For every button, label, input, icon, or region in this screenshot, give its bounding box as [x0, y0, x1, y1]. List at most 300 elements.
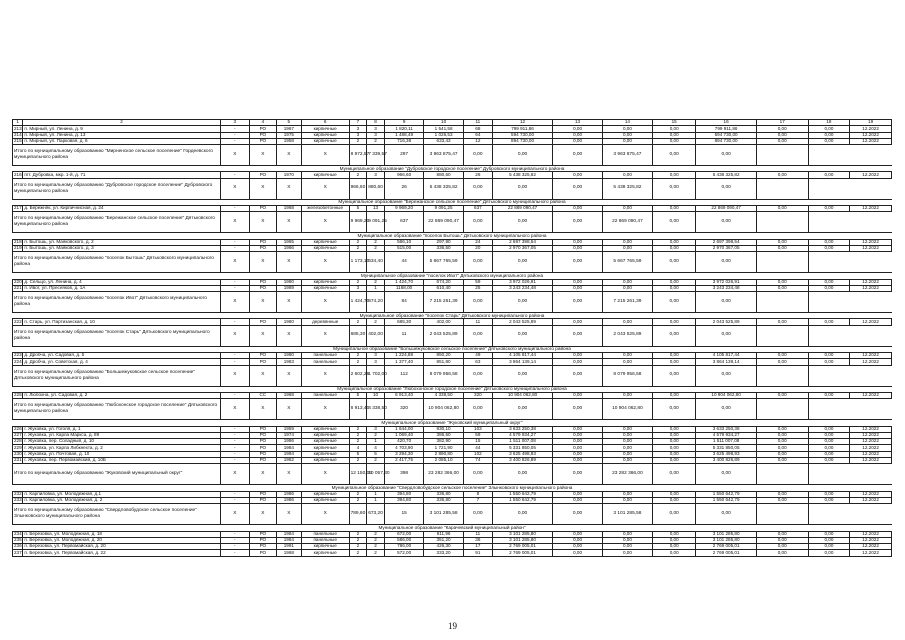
table-cell: 0,00 [756, 206, 808, 212]
table-cell: 0,00 [808, 206, 850, 212]
table-cell: 0,00 [553, 245, 603, 251]
table-cell: 0,00 [553, 531, 603, 537]
table-cell: кирпичные [301, 445, 349, 451]
table-cell: 11 [463, 120, 492, 126]
table-cell: 5 667 765,59 [424, 252, 463, 273]
table-cell: 2 [349, 544, 367, 550]
subtotal-row [13, 365, 892, 386]
table-cell: кирпичные [301, 132, 349, 138]
table-cell: 297,90 [424, 239, 463, 245]
table-cell: 0,00 [603, 497, 653, 503]
table-cell: 0,00 [652, 458, 696, 464]
table-cell: 2 [349, 439, 367, 445]
table-cell: Муниципальное образование "Большежуковское сельское поселение" Дятьковского муниципального района [13, 346, 892, 352]
table-cell: - [220, 445, 249, 451]
table-cell: 0,00 [603, 439, 653, 445]
table-cell: 102 [463, 451, 492, 457]
table-cell: 0,00 [553, 239, 603, 245]
table-cell: 594 730,00 [696, 132, 756, 138]
table-cell: РО [249, 531, 276, 537]
subtotal-row [13, 212, 892, 233]
table-cell: пгт. Дубровка, мкр. 1-й, д. 71 [23, 172, 220, 178]
table-cell: - [220, 206, 249, 212]
table-cell: кирпичные [301, 138, 349, 144]
subtotal-row [13, 145, 892, 166]
table-cell: 0,00 [463, 145, 492, 166]
table-cell: 0,00 [756, 544, 808, 550]
table-cell: г. Жуковка, ул. Гоголя, д. 1 [23, 426, 220, 432]
table-cell: 0,00 [553, 464, 603, 485]
housing-repair-table [12, 119, 892, 557]
table-cell: 3 294,30 [384, 451, 423, 457]
table-cell: 1 644,00 [384, 426, 423, 432]
table-cell: 0,00 [492, 252, 552, 273]
table-cell: 2 970 367,05 [696, 245, 756, 251]
table-cell: 0,00 [463, 464, 492, 485]
table-cell: 0,00 [756, 279, 808, 285]
table-cell: 0,00 [463, 399, 492, 420]
table-cell: 12.2022 [850, 550, 892, 556]
table-cell: 1991 [276, 544, 301, 550]
table-cell: 0,00 [808, 359, 850, 365]
table-cell: - [220, 126, 249, 132]
table-cell: 2 [349, 138, 367, 144]
table-cell: 0,00 [756, 392, 808, 398]
table-cell: 1 511 007,08 [696, 439, 756, 445]
table-cell: РО [249, 206, 276, 212]
table-cell: 1968 [276, 206, 301, 212]
table-cell: 231 [14, 457, 22, 463]
table-cell: X [249, 399, 276, 420]
table-cell: 1 377,40 [384, 359, 423, 365]
table-cell: железобетонные [301, 206, 349, 212]
table-cell: Муниципальное образование "поселок Старь" Дятьковского муниципального района [13, 313, 892, 319]
table-cell: Итого по муниципальному образованию "Жуковский муниципальный округ" [13, 464, 221, 485]
table-cell: X [301, 504, 349, 525]
table-cell: кирпичные [301, 126, 349, 132]
table-cell: 1983 [276, 359, 301, 365]
table-cell: 1 424,70 [349, 292, 367, 313]
table-cell: 0,00 [652, 445, 696, 451]
table-cell: 0,00 [603, 445, 653, 451]
table-cell: 1986 [276, 491, 301, 497]
subtotal-row [13, 292, 892, 313]
table-cell: кирпичные [301, 172, 349, 178]
table-cell: 0,00 [553, 252, 603, 273]
table-cell: 1 [367, 285, 385, 291]
table-cell: 5 [276, 120, 301, 126]
table-cell: 0,00 [603, 392, 653, 398]
table-cell: РО [249, 537, 276, 543]
table-cell: 49 [463, 353, 492, 359]
table-cell: X [276, 365, 301, 386]
table-cell: 221 [14, 285, 22, 291]
subtotal-row [13, 399, 892, 420]
table-cell: 716,38 [384, 138, 423, 144]
table-cell: 0,00 [553, 126, 603, 132]
table-cell: 3 963 875,47 [603, 145, 653, 166]
table-cell: 572,00 [384, 550, 423, 556]
table-cell: 1 511 007,08 [492, 439, 552, 445]
table-cell: 2 043 525,89 [492, 319, 552, 325]
table-cell: 5 438 325,82 [424, 178, 463, 199]
table-cell: 10 904 062,80 [492, 392, 552, 398]
table-cell: X [220, 252, 249, 273]
table-cell: 1958 [276, 138, 301, 144]
table-cell: 11 [384, 325, 423, 346]
table-cell: 237 [14, 549, 22, 555]
table-cell: 0,00 [603, 285, 653, 291]
table-cell: 3 972 026,91 [492, 279, 552, 285]
table-cell: 223 [14, 352, 22, 358]
table-cell: 0,00 [652, 399, 696, 420]
table-cell: 0,00 [696, 145, 756, 166]
table-cell: 0,00 [553, 212, 603, 233]
table-cell: 4 579 934,27 [492, 432, 552, 438]
table-cell: г. Жуковка, пер. Соладный, д. 10 [23, 439, 220, 445]
table-cell: 74 [463, 458, 492, 464]
table-cell: 7 [349, 120, 367, 126]
table-cell: 44 [463, 445, 492, 451]
table-cell: 1168,00 [384, 285, 423, 291]
table-cell: 0,00 [652, 365, 696, 386]
table-cell: 0,00 [696, 365, 756, 386]
table-cell: 1986 [276, 439, 301, 445]
table-cell: 0,00 [696, 292, 756, 313]
table-cell: 12.2022 [850, 392, 892, 398]
table-cell: 0,00 [808, 285, 850, 291]
table-cell: - [220, 285, 249, 291]
table-cell [756, 464, 808, 485]
table-cell: 22 869 090,47 [603, 212, 653, 233]
table-cell [756, 399, 808, 420]
table-cell: 84 [384, 292, 423, 313]
table-cell: Итого по муниципальному образованию "поселок Старь" Дятьковского муниципального района [13, 325, 221, 346]
table-cell: 1962 [276, 458, 301, 464]
table-cell: 12.2022 [850, 458, 892, 464]
table-cell: - [220, 239, 249, 245]
table-body [13, 120, 892, 557]
table-cell: РО [249, 426, 276, 432]
table-cell: 234 [14, 530, 22, 536]
table-cell: РО [249, 279, 276, 285]
table-cell: 0,00 [756, 172, 808, 178]
table-cell: 10 904 062,80 [424, 399, 463, 420]
table-cell: 0,00 [756, 132, 808, 138]
table-cell: 12.2022 [850, 432, 892, 438]
table-cell: 0,00 [808, 392, 850, 398]
table-cell [756, 212, 808, 233]
table-cell: 0,00 [652, 464, 696, 485]
table-cell: 12.2022 [850, 126, 892, 132]
table-cell: д. Дробча, ул. Садовая, д. 5 [23, 353, 220, 359]
table-cell: РО [249, 497, 276, 503]
table-cell: 3 101 285,58 [603, 504, 653, 525]
table-cell: 2 [349, 432, 367, 438]
table-cell: 12.2022 [850, 439, 892, 445]
table-cell: 0,00 [652, 544, 696, 550]
table-cell: 4 105 817,44 [696, 353, 756, 359]
table-cell: 0,00 [603, 531, 653, 537]
table-cell: 12.2022 [850, 497, 892, 503]
table-cell: 426,30 [424, 544, 463, 550]
table-cell: - [220, 451, 249, 457]
table-cell: 12.2022 [850, 359, 892, 365]
table-cell: 2 [349, 497, 367, 503]
table-cell: 3 [349, 285, 367, 291]
table-cell: п. Березовка, ул. Первомайская, д. 20 [23, 544, 220, 550]
table-cell: 3 101 285,80 [492, 537, 552, 543]
table-cell: 13 [367, 206, 385, 212]
table-cell: 0,00 [553, 178, 603, 199]
table-cell: 0,00 [652, 172, 696, 178]
table-cell: 0,00 [603, 126, 653, 132]
table-cell: 336,80 [424, 491, 463, 497]
table-cell: 228 [14, 438, 22, 444]
table-cell: 0,00 [808, 172, 850, 178]
table-cell: 2 085,10 [424, 458, 463, 464]
table-cell [756, 325, 808, 346]
table-cell: 2 [367, 279, 385, 285]
table-cell: 1 069,40 [384, 432, 423, 438]
table-cell: 5 [349, 451, 367, 457]
table-cell: 3 101 285,80 [696, 531, 756, 537]
table-cell: 0,00 [603, 544, 653, 550]
table-cell: 966,60 [349, 178, 367, 199]
table-cell: СС [249, 392, 276, 398]
table-cell: 0,00 [652, 426, 696, 432]
table-cell: РО [249, 319, 276, 325]
table-cell: 2 769 005,01 [696, 550, 756, 556]
table-cell: 1984 [276, 531, 301, 537]
table-cell: 8 972,57 [349, 145, 367, 166]
table-cell: 1968 [276, 550, 301, 556]
table-cell: 12.2022 [850, 285, 892, 291]
table-cell: 232 [14, 490, 22, 496]
table-cell: 1975 [276, 132, 301, 138]
table-cell: 64 [463, 132, 492, 138]
table-cell: 0,00 [652, 279, 696, 285]
table-cell: X [249, 145, 276, 166]
table-cell: 0,00 [492, 464, 552, 485]
table-cell: - [220, 531, 249, 537]
table-cell: 0,00 [756, 439, 808, 445]
table-cell: X [220, 504, 249, 525]
table-cell: 2 [367, 544, 385, 550]
table-cell: 236 [14, 543, 22, 549]
table-cell: кирпичные [301, 544, 349, 550]
table-cell: г. Жуковка, ул. Почтовая, д. 10 [23, 451, 220, 457]
table-cell: 382,90 [424, 439, 463, 445]
table-cell: 0,00 [808, 245, 850, 251]
table-cell: - [220, 132, 249, 138]
table-cell: 0,00 [756, 426, 808, 432]
table-cell: 3 400 826,89 [696, 458, 756, 464]
table-cell: 25 [463, 285, 492, 291]
table-cell: 320 [384, 399, 423, 420]
table-cell: 0,00 [652, 138, 696, 144]
table-cell: - [220, 353, 249, 359]
table-cell: - [220, 138, 249, 144]
table-cell: 0,00 [696, 325, 756, 346]
table-cell: РО [249, 445, 276, 451]
table-cell: кирпичные [301, 285, 349, 291]
table-cell: 0,00 [553, 491, 603, 497]
table-cell: 586,00 [384, 537, 423, 543]
table-cell: 0,00 [463, 325, 492, 346]
table-cell: 1 [13, 120, 23, 126]
table-cell: X [276, 145, 301, 166]
table-cell: 1 224,88 [384, 353, 423, 359]
table-cell: 402,00 [424, 319, 463, 325]
table-cell: п. Ивот, ул. Пресняков, д. 1А [23, 285, 220, 291]
table-cell: 0,00 [808, 319, 850, 325]
table-cell: 0,00 [492, 399, 552, 420]
table-cell: - [220, 544, 249, 550]
table-cell: 0,00 [553, 325, 603, 346]
table-cell: 0,00 [553, 439, 603, 445]
table-cell: 12.2022 [850, 132, 892, 138]
table-cell: X [249, 365, 276, 386]
table-cell: X [249, 178, 276, 199]
table-cell: 297 [384, 145, 423, 166]
table-cell: 12.2022 [850, 544, 892, 550]
table-cell: 3 864 139,14 [696, 359, 756, 365]
table-cell: 213 [14, 125, 22, 131]
table-cell: 0,00 [553, 206, 603, 212]
table-cell: 226 [14, 425, 22, 431]
table-cell: 2 [367, 319, 385, 325]
table-cell [756, 292, 808, 313]
table-cell: - [220, 491, 249, 497]
table-cell: X [301, 365, 349, 386]
table-cell: 0,00 [652, 432, 696, 438]
table-cell: п. Мирный, ул. Парковая, д. 6 [23, 138, 220, 144]
table-cell: 0,00 [756, 319, 808, 325]
table-cell: кирпичные [301, 491, 349, 497]
table-cell: 0,00 [603, 491, 653, 497]
table-cell: 0,00 [603, 172, 653, 178]
table-cell: 674,20 [424, 279, 463, 285]
table-cell: 0,00 [603, 239, 653, 245]
table-cell: 0,00 [603, 138, 653, 144]
table-cell: 0,00 [603, 537, 653, 543]
table-cell: 0,00 [492, 212, 552, 233]
table-cell: 12.2022 [850, 531, 892, 537]
table-cell: Итого по муниципальному образованию "Свердловобудское сельское поселение" Злынковского муниципального района [13, 504, 221, 525]
table-cell: 685,30 [384, 319, 423, 325]
table-cell: 0,00 [463, 212, 492, 233]
table-cell: РО [249, 138, 276, 144]
table-cell: 0,00 [696, 504, 756, 525]
table-cell: 2 890,80 [424, 451, 463, 457]
table-cell: 2 [367, 550, 385, 556]
table-cell: 222 [14, 318, 22, 324]
table-cell: 0,00 [756, 359, 808, 365]
table-cell: 0,00 [492, 325, 552, 346]
table-cell: 9 091,25 [424, 206, 463, 212]
table-cell: 0,00 [696, 252, 756, 273]
table-cell: 12.2022 [850, 206, 892, 212]
table-cell: 12.2022 [850, 138, 892, 144]
table-cell: 0,00 [808, 445, 850, 451]
table-cell: 0,00 [756, 537, 808, 543]
table-cell: 0,00 [603, 426, 653, 432]
table-cell: 12.2022 [850, 245, 892, 251]
table-cell: 12.2022 [850, 279, 892, 285]
table-cell: 0,00 [808, 497, 850, 503]
table-cell: 0,00 [553, 399, 603, 420]
table-cell: 0,00 [756, 432, 808, 438]
table-cell: 2 [349, 319, 367, 325]
table-cell: 0,00 [808, 353, 850, 359]
table-cell: - [220, 392, 249, 398]
subtotal-row [13, 252, 892, 273]
table-cell [756, 365, 808, 386]
table-cell: 0,00 [553, 544, 603, 550]
subtotal-row [13, 464, 892, 485]
table-cell: 1967 [276, 126, 301, 132]
table-cell: панельные [301, 353, 349, 359]
table-cell: 0,00 [553, 285, 603, 291]
table-cell: 224 [14, 358, 22, 364]
table-cell: 1965 [276, 239, 301, 245]
table-cell: 880,60 [367, 178, 385, 199]
table-cell: 18 [808, 120, 850, 126]
table-cell: 0,00 [756, 445, 808, 451]
table-cell: 402,00 [367, 325, 385, 346]
table-cell: панельные [301, 359, 349, 365]
table-cell: 0,00 [652, 550, 696, 556]
table-cell: 0,00 [756, 138, 808, 144]
table-cell: РО [249, 245, 276, 251]
table-cell: 398 [384, 464, 423, 485]
table-cell: - [220, 359, 249, 365]
table-cell: 1 820,11 [384, 126, 423, 132]
table-cell: 685,30 [349, 325, 367, 346]
table-cell: 1 [367, 439, 385, 445]
table-cell: панельные [301, 392, 349, 398]
table-cell: д. Дробча, ул. Советская, д. 4 [23, 359, 220, 365]
table-cell: 0,00 [696, 178, 756, 199]
table-cell: 420,70 [384, 439, 423, 445]
table-cell: 3 633 250,38 [492, 426, 552, 432]
table-cell: 0,00 [463, 365, 492, 386]
table-cell: 4 338,50 [424, 392, 463, 398]
table-cell: 1966 [276, 245, 301, 251]
table-cell: 1 550 642,79 [492, 491, 552, 497]
table-cell: 12 150,05 [349, 464, 367, 485]
table-cell: кирпичные [301, 550, 349, 556]
table-cell: 11 [463, 531, 492, 537]
table-cell: РО [249, 239, 276, 245]
table-cell: - [220, 245, 249, 251]
table-cell: X [301, 178, 349, 199]
table-cell: 0,00 [553, 145, 603, 166]
table-cell: РО [249, 544, 276, 550]
table-cell: 0,00 [603, 132, 653, 138]
table-cell: 0,00 [808, 451, 850, 457]
table-cell: 8 079 956,58 [603, 365, 653, 386]
table-cell: 2 [349, 353, 367, 359]
table-cell: 2 769 005,01 [696, 544, 756, 550]
table-cell: 3 633 250,38 [696, 426, 756, 432]
table-cell: X [301, 252, 349, 273]
table-cell: 112 [384, 365, 423, 386]
table-cell: 0,00 [808, 138, 850, 144]
table-cell: 786,00 [384, 544, 423, 550]
table-cell: 0,00 [808, 458, 850, 464]
